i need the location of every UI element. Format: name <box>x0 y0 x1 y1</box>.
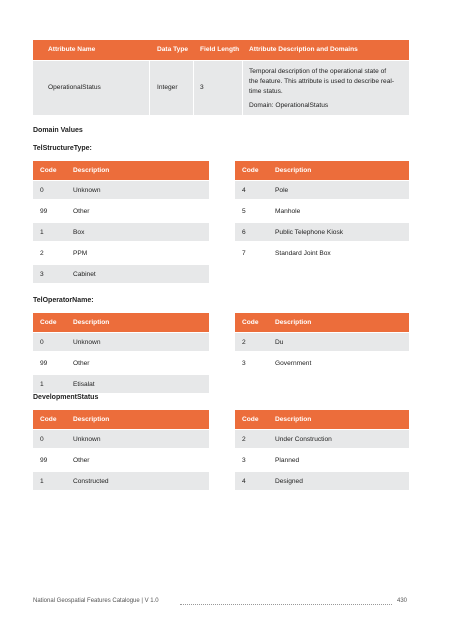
header-description: Description <box>73 319 110 326</box>
header-description: Description <box>275 319 312 326</box>
row-description: Cabinet <box>73 271 96 278</box>
table-row <box>33 202 209 220</box>
header-code: Code <box>40 416 57 423</box>
attribute-desc-line-1: Temporal description of the operational state of <box>249 68 387 75</box>
attribute-desc-line-3: time status. <box>249 88 283 95</box>
header-code: Code <box>242 416 259 423</box>
attribute-type: Integer <box>157 84 178 91</box>
row-description: Designed <box>275 478 303 485</box>
row-description: Planned <box>275 457 300 464</box>
table-row <box>235 430 409 448</box>
footer-dotted-rule <box>180 604 392 605</box>
table-row <box>235 202 409 220</box>
row-description: Manhole <box>275 208 301 215</box>
header-description: Description <box>275 416 312 423</box>
section-title: TelOperatorName: <box>33 297 94 304</box>
row-code: 5 <box>242 208 246 215</box>
row-code: 2 <box>40 250 44 257</box>
section-title: DevelopmentStatus <box>33 394 99 401</box>
page-number: 430 <box>397 598 408 604</box>
header-attribute-name: Attribute Name <box>48 46 96 53</box>
attribute-name: OperationalStatus <box>48 84 101 91</box>
row-code: 2 <box>242 339 246 346</box>
attribute-table-header <box>33 40 409 60</box>
header-description: Attribute Description and Domains <box>249 46 358 53</box>
row-description: Other <box>73 208 90 215</box>
code-table-header-right <box>235 313 409 332</box>
table-row <box>235 472 409 490</box>
row-description: Public Telephone Kiosk <box>275 229 344 236</box>
table-row <box>235 244 409 262</box>
header-code: Code <box>40 319 57 326</box>
attribute-desc-line-2: the feature. This attribute is used to describe real- <box>249 78 395 85</box>
table-row <box>33 354 209 372</box>
table-row <box>33 375 209 393</box>
row-description: Unknown <box>73 436 101 443</box>
code-table-header-left <box>33 410 209 429</box>
table-row <box>235 333 409 351</box>
header-code: Code <box>242 319 259 326</box>
row-code: 1 <box>40 478 44 485</box>
row-description: Pole <box>275 187 289 194</box>
row-code: 1 <box>40 229 44 236</box>
code-table-header-right <box>235 410 409 429</box>
row-code: 4 <box>242 187 246 194</box>
column-divider <box>193 61 194 115</box>
header-description: Description <box>275 167 312 174</box>
domain-values-label: Domain Values <box>33 127 83 134</box>
row-description: Box <box>73 229 85 236</box>
table-row <box>33 244 209 262</box>
column-divider <box>149 61 150 115</box>
row-code: 3 <box>242 457 246 464</box>
row-code: 1 <box>40 381 44 388</box>
row-code: 7 <box>242 250 246 257</box>
row-description: Etisalat <box>73 381 95 388</box>
section-title: TelStructureType: <box>33 145 92 152</box>
header-description: Description <box>73 167 110 174</box>
table-row <box>235 181 409 199</box>
header-code: Code <box>242 167 259 174</box>
header-description: Description <box>73 416 110 423</box>
attribute-domain: Domain: OperationalStatus <box>249 102 329 109</box>
table-row <box>235 223 409 241</box>
table-row <box>33 181 209 199</box>
row-description: Other <box>73 360 90 367</box>
row-code: 3 <box>40 271 44 278</box>
row-description: Constructed <box>73 478 109 485</box>
row-description: Under Construction <box>275 436 332 443</box>
attribute-length: 3 <box>200 84 204 91</box>
table-row <box>33 472 209 490</box>
row-code: 2 <box>242 436 246 443</box>
row-description: PPM <box>73 250 88 257</box>
attribute-table-row <box>33 61 409 115</box>
footer-text: National Geospatial Features Catalogue | V 1.0 <box>33 598 159 604</box>
row-description: Government <box>275 360 312 367</box>
column-divider <box>242 61 243 115</box>
header-code: Code <box>40 167 57 174</box>
table-row <box>33 430 209 448</box>
row-description: Unknown <box>73 339 101 346</box>
row-code: 6 <box>242 229 246 236</box>
table-row <box>235 354 409 372</box>
row-description: Other <box>73 457 90 464</box>
row-code: 0 <box>40 339 44 346</box>
table-row <box>33 223 209 241</box>
row-code: 0 <box>40 187 44 194</box>
row-description: Standard Joint Box <box>275 250 331 257</box>
header-field-length: Field Length <box>200 46 240 53</box>
table-row <box>33 451 209 469</box>
row-code: 99 <box>40 457 48 464</box>
table-row <box>33 333 209 351</box>
code-table-header-left <box>33 161 209 180</box>
header-data-type: Data Type <box>157 46 189 53</box>
row-code: 4 <box>242 478 246 485</box>
table-row <box>235 451 409 469</box>
row-description: Du <box>275 339 284 346</box>
row-code: 0 <box>40 436 44 443</box>
row-description: Unknown <box>73 187 101 194</box>
table-row <box>33 265 209 283</box>
code-table-header-right <box>235 161 409 180</box>
row-code: 99 <box>40 360 48 367</box>
row-code: 99 <box>40 208 48 215</box>
row-code: 3 <box>242 360 246 367</box>
code-table-header-left <box>33 313 209 332</box>
